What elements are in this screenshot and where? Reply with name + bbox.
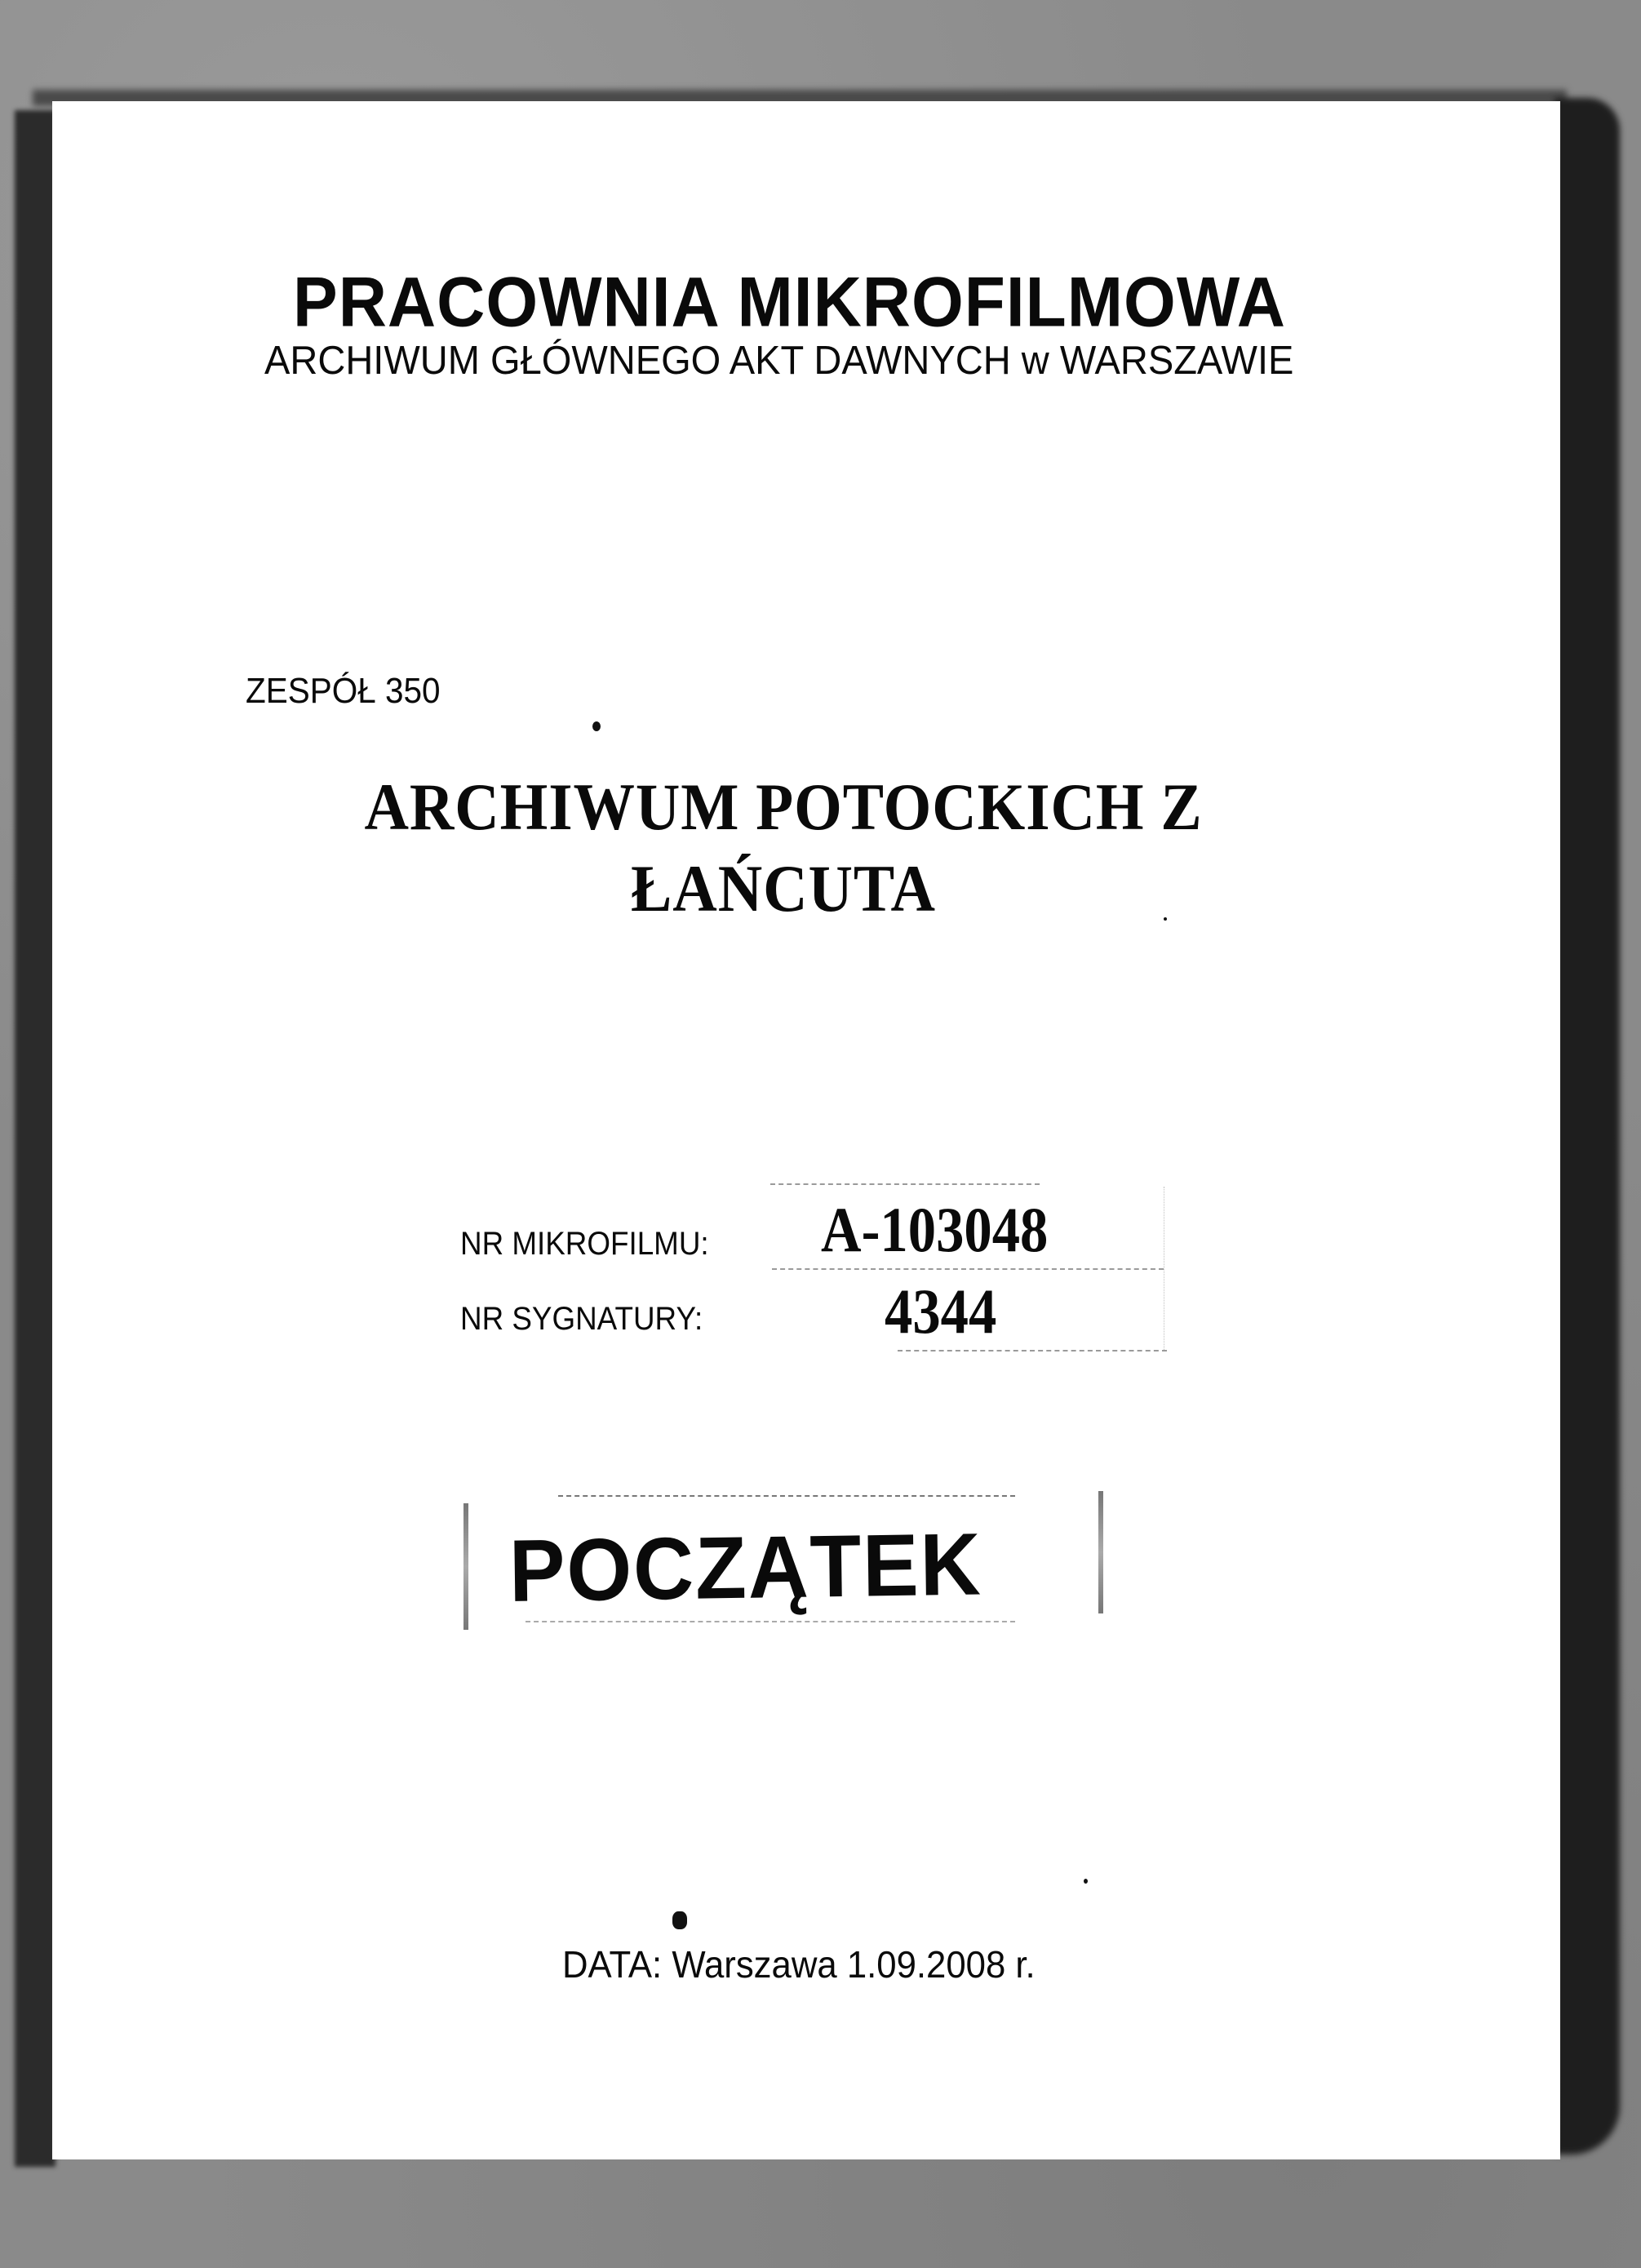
microfilm-title-sheet [52, 101, 1560, 2159]
scan-shadow-right [1555, 98, 1620, 2155]
date-line: DATA: Warszawa 1.09.2008 r. [562, 1943, 1036, 1986]
collection-number: ZESPÓŁ 350 [246, 671, 441, 711]
ink-speck [1084, 1879, 1088, 1884]
start-stamp: POCZĄTEK [508, 1514, 983, 1620]
stamp-bottom-line [526, 1621, 1015, 1622]
collection-name-line2: ŁAŃCUTA [631, 851, 936, 925]
workshop-title: PRACOWNIA MIKROFILMOWA [293, 263, 1286, 342]
signature-number-label: NR SYGNATURY: [460, 1301, 703, 1337]
scan-shadow-left [15, 110, 55, 2167]
box-bottom-line [898, 1350, 1167, 1351]
collection-name-line1: ARCHIWUM POTOCKICH Z [364, 770, 1203, 844]
stamp-right-bracket [1098, 1491, 1103, 1613]
signature-number-value: 4344 [885, 1276, 997, 1347]
ink-speck [592, 721, 601, 731]
archive-subtitle: ARCHIWUM GŁÓWNEGO AKT DAWNYCH w WARSZAWIE [264, 339, 1294, 383]
stamp-top-line [558, 1495, 1015, 1497]
box-middle-line [772, 1268, 1164, 1270]
ink-speck [1164, 917, 1167, 921]
box-top-line [770, 1183, 1040, 1185]
stamp-left-bracket [463, 1503, 468, 1630]
microfilm-number-label: NR MIKROFILMU: [460, 1226, 709, 1262]
ink-blot [672, 1911, 687, 1929]
microfilm-number-value: A-103048 [821, 1194, 1049, 1265]
